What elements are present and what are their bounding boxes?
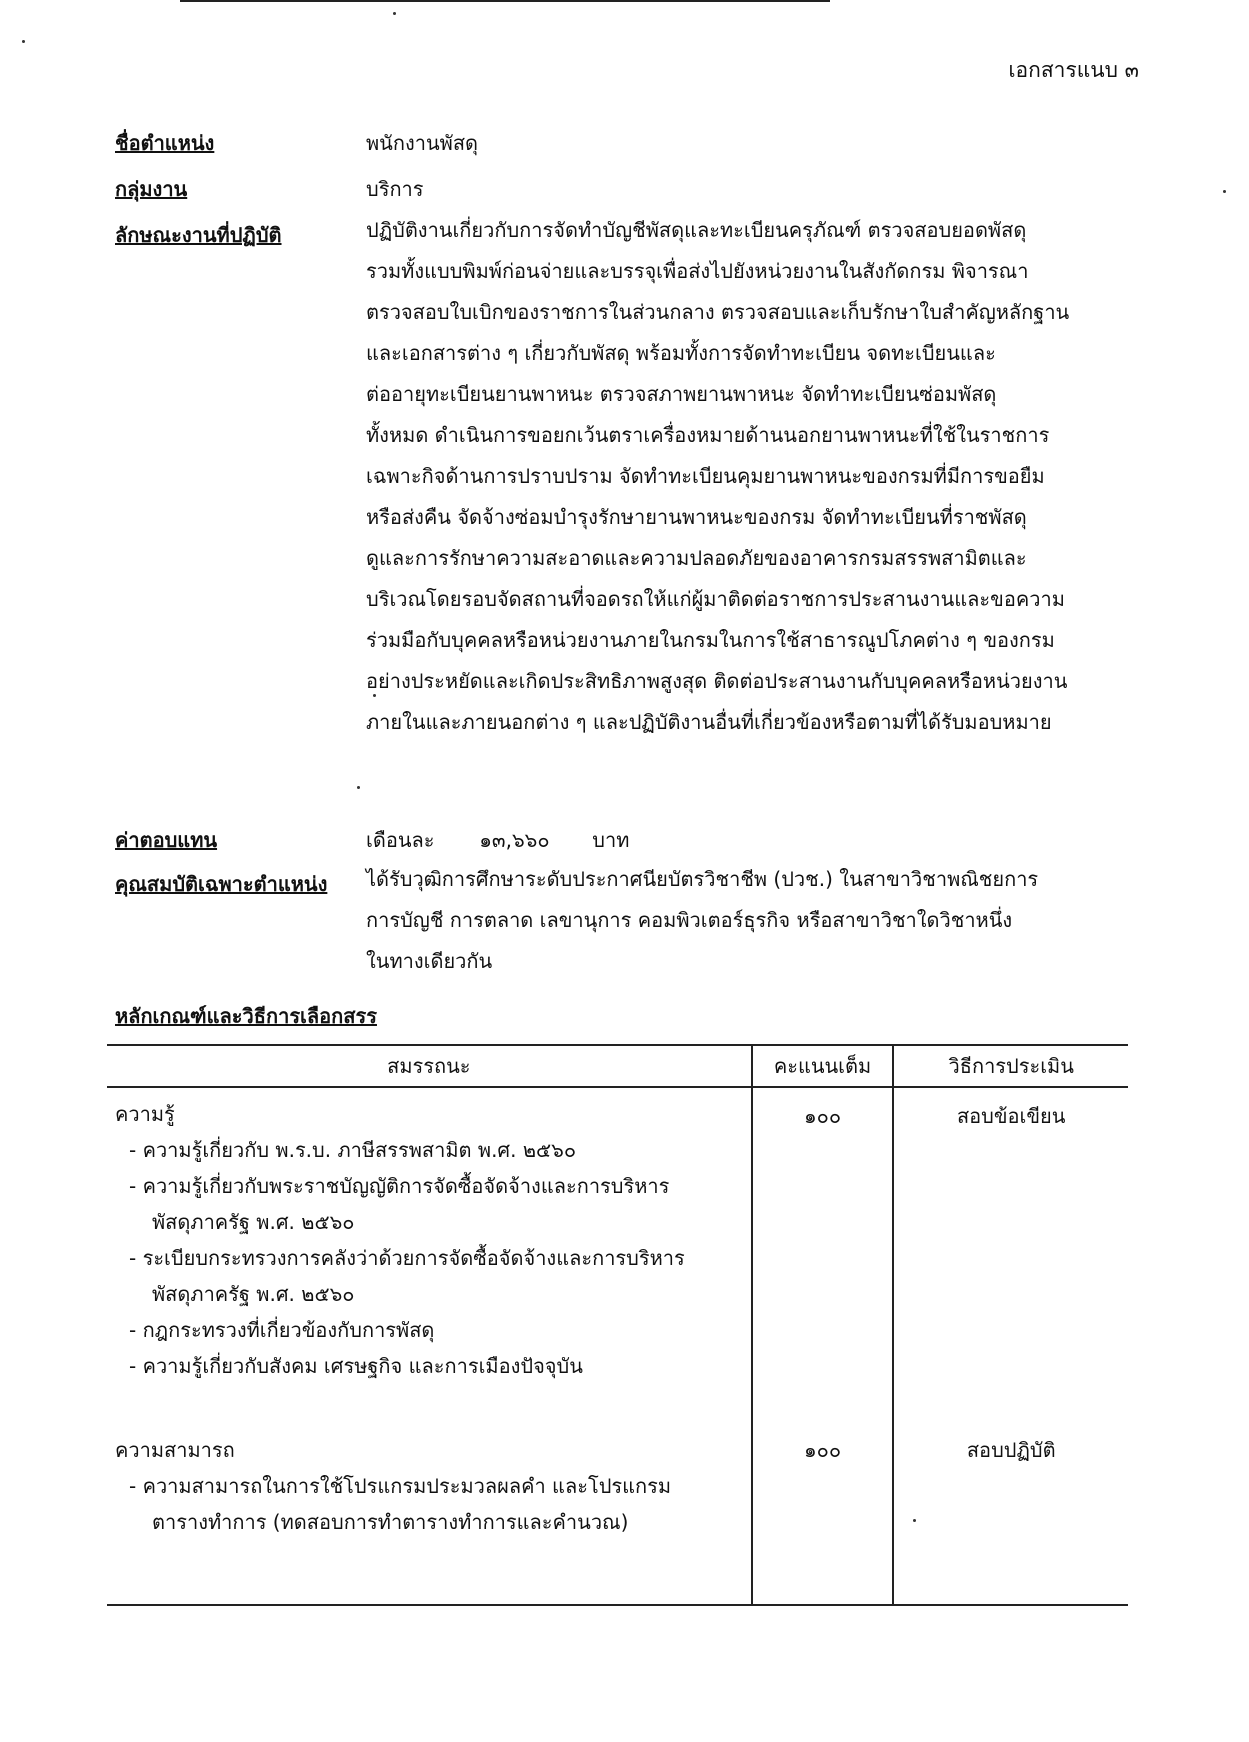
compensation-unit: บาท (592, 828, 630, 852)
compensation-label: ค่าตอบแทน (115, 828, 218, 852)
duties-line: ปฏิบัติงานเกี่ยวกับการจัดทำบัญชีพัสดุและทะเบียนครุภัณฑ์ ตรวจสอบยอดพัสดุ (366, 218, 1027, 242)
qualifications-paragraph (366, 859, 1156, 982)
qualifications-line: การบัญชี การตลาด เลขานุการ คอมพิวเตอร์ธุรกิจ หรือสาขาวิชาใดวิชาหนึ่ง (366, 908, 1013, 932)
competency-item-continuation: พัสดุภาครัฐ พ.ศ. ๒๕๖๐ (152, 1282, 355, 1306)
scan-speck (22, 40, 25, 43)
duties-line: ทั้งหมด ดำเนินการขอยกเว้นตราเครื่องหมายด้านนอกยานพาหนะที่ใช้ในราชการ (366, 423, 1050, 447)
competency-item: - ความรู้เกี่ยวกับ พ.ร.บ. ภาษีสรรพสามิต พ.ศ. ๒๕๖๐ (129, 1138, 577, 1162)
scan-top-rule (180, 0, 830, 2)
duties-line: ตรวจสอบใบเบิกของราชการในส่วนกลาง ตรวจสอบและเก็บรักษาใบสำคัญหลักฐาน (366, 300, 1070, 324)
competency-item-continuation: พัสดุภาครัฐ พ.ศ. ๒๕๖๐ (152, 1210, 355, 1234)
duties-line: และเอกสารต่าง ๆ เกี่ยวกับพัสดุ พร้อมทั้งการจัดทำทะเบียน จดทะเบียนและ (366, 341, 996, 365)
qualifications-line: ในทางเดียวกัน (366, 949, 493, 973)
method-cell (893, 1087, 1128, 1422)
score-cell (752, 1422, 894, 1605)
column-header-competency: สมรรถนะ (107, 1045, 752, 1087)
selection-heading: หลักเกณฑ์และวิธีการเลือกสรร (115, 1004, 377, 1028)
scan-speck (357, 786, 360, 789)
competency-cell (107, 1087, 752, 1422)
duties-line: เฉพาะกิจด้านการปราบปราม จัดทำทะเบียนคุมยานพาหนะของกรมที่มีการขอยืม (366, 464, 1045, 488)
competency-item: - ความสามารถในการใช้โปรแกรมประมวลผลคำ และโปรแกรม (129, 1474, 672, 1498)
competency-item: - ระเบียบกระทรวงการคลังว่าด้วยการจัดซื้อจัดจ้างและการบริหาร (129, 1246, 685, 1270)
method-cell (893, 1422, 1128, 1605)
competency-item: - ความรู้เกี่ยวกับพระราชบัญญัติการจัดซื้อจัดจ้างและการบริหาร (129, 1174, 670, 1198)
duties-line: บริเวณโดยรอบจัดสถานที่จอดรถให้แก่ผู้มาติดต่อราชการประสานงานและขอความ (366, 587, 1065, 611)
work-group-label: กลุ่มงาน (115, 177, 188, 201)
column-header-method: วิธีการประเมิน (893, 1045, 1128, 1087)
duties-line: ร่วมมือกับบุคคลหรือหน่วยงานภายในกรมในการใช้สาธารณูปโภคต่าง ๆ ของกรม (366, 628, 1055, 652)
attachment-label: เอกสารแนบ ๓ (1008, 58, 1139, 82)
competency-group-title: ความสามารถ (115, 1438, 235, 1462)
duties-line: ภายในและภายนอกต่าง ๆ และปฏิบัติงานอื่นที่เกี่ยวข้องหรือตามที่ได้รับมอบหมาย (366, 710, 1052, 734)
table-header-row (107, 1045, 1128, 1087)
duties-line: รวมทั้งแบบพิมพ์ก่อนจ่ายและบรรจุเพื่อส่งไปยังหน่วยงานในสังกัดกรม พิจารณา (366, 259, 1029, 283)
column-header-full-score: คะแนนเต็ม (752, 1045, 894, 1087)
duties-label: ลักษณะงานที่ปฏิบัติ (115, 223, 282, 247)
position-label: ชื่อตำแหน่ง (115, 131, 215, 155)
competency-item: - กฎกระทรวงที่เกี่ยวข้องกับการพัสดุ (129, 1318, 435, 1342)
competency-item-continuation: ตารางทำการ (ทดสอบการทำตารางทำการและคำนวณ) (152, 1510, 629, 1534)
scan-speck (393, 12, 396, 15)
table-row (107, 1087, 1128, 1422)
method-value: สอบปฏิบัติ (966, 1438, 1056, 1462)
competency-cell (107, 1422, 752, 1605)
position-value: พนักงานพัสดุ (366, 131, 479, 155)
duties-line: อย่างประหยัดและเกิดประสิทธิภาพสูงสุด ติดต่อประสานงานกับบุคคลหรือหน่วยงาน (366, 669, 1068, 693)
method-value: สอบข้อเขียน (956, 1104, 1066, 1128)
qualifications-line: ได้รับวุฒิการศึกษาระดับประกาศนียบัตรวิชาชีพ (ปวช.) ในสาขาวิชาพณิชยการ (366, 867, 1039, 891)
qualifications-label: คุณสมบัติเฉพาะตำแหน่ง (115, 872, 328, 896)
score-value: ๑๐๐ (803, 1438, 842, 1462)
table-row (107, 1422, 1128, 1605)
score-value: ๑๐๐ (803, 1104, 842, 1128)
duties-line: หรือส่งคืน จัดจ้างซ่อมบำรุงรักษายานพาหนะของกรม จัดทำทะเบียนที่ราชพัสดุ (366, 505, 1027, 529)
work-group-value: บริการ (366, 177, 424, 201)
duties-line: ดูและการรักษาความสะอาดและความปลอดภัยของอาคารกรมสรรพสามิตและ (366, 546, 1027, 570)
duties-paragraph (366, 210, 1156, 743)
competency-group-title: ความรู้ (115, 1102, 175, 1126)
compensation-value (366, 824, 629, 856)
score-cell (752, 1087, 894, 1422)
compensation-prefix: เดือนละ (366, 828, 435, 852)
compensation-amount: ๑๓,๖๖๐ (479, 828, 550, 852)
selection-table (107, 1044, 1128, 1606)
scan-speck (1223, 190, 1226, 193)
competency-item: - ความรู้เกี่ยวกับสังคม เศรษฐกิจ และการเมืองปัจจุบัน (129, 1354, 583, 1378)
duties-line: ต่ออายุทะเบียนยานพาหนะ ตรวจสภาพยานพาหนะ จัดทำทะเบียนซ่อมพัสดุ (366, 382, 997, 406)
